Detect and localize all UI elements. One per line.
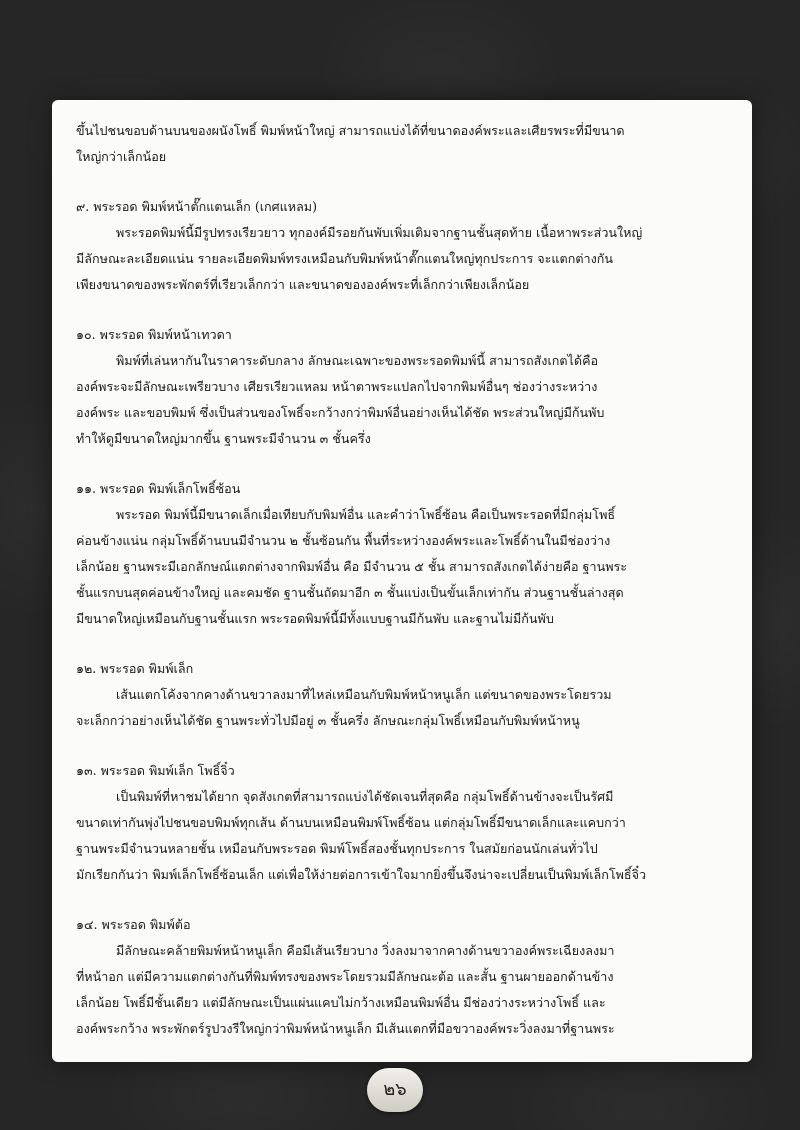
section-9-line: เพียงขนาดของพระพักตร์ที่เรียวเล็กกว่า และขนาดขององค์พระที่เล็กกว่าเพียงเล็กน้อย <box>76 277 530 292</box>
section-11-line: มีขนาดใหญ่เหมือนกับฐานชั้นแรก พระรอดพิมพ์นี้มีทั้งแบบฐานมีก้นพับ และฐานไม่มีก้นพับ <box>76 611 554 626</box>
section-14-line: ที่หน้าอก แต่มีความแตกต่างกันที่พิมพ์ทรงของพระโดยรวมมีลักษณะต้อ และสั้น ฐานผายออกด้านข้าง <box>76 969 614 984</box>
section-11-line: ชั้นแรกบนสุดค่อนข้างใหญ่ และคมชัด ฐานชั้นถัดมาอีก ๓ ชั้นแบ่งเป็นขั้นเล็กเท่ากัน ส่วนฐานชั้นล่างสุด <box>76 585 624 600</box>
section-11-line: ค่อนข้างแน่น กลุ่มโพธิ์ด้านบนมีจำนวน ๒ ชั้นซ้อนกัน พื้นที่ระหว่างองค์พระและโพธิ์ด้านในมีช่องว่าง <box>76 533 611 548</box>
section-13-heading: ๑๓. พระรอด พิมพ์เล็ก โพธิ์จิ๋ว <box>76 763 235 778</box>
section-13-line: มักเรียกกันว่า พิมพ์เล็กโพธิ์ซ้อนเล็ก แต่เพื่อให้ง่ายต่อการเข้าใจมากยิ่งขึ้นจึงน่าจะเปลี่ยนเป็นพิมพ์เล็กโพธิ์จิ๋ว <box>76 867 647 882</box>
section-14-line: มีลักษณะคล้ายพิมพ์หน้าหนูเล็ก คือมีเส้นเรียวบาง วิ่งลงมาจากคางด้านขวาองค์พระเฉียงลงมา <box>116 943 615 958</box>
section-11-line: เล็กน้อย ฐานพระมีเอกลักษณ์แตกต่างจากพิมพ์อื่น คือ มีจำนวน ๕ ชั้น สามารถสังเกตได้ง่ายคือ ฐานพระ <box>76 559 628 574</box>
section-9-heading: ๙. พระรอด พิมพ์หน้าตั๊กแตนเล็ก (เกศแหลม) <box>76 199 318 214</box>
intro-line-2: ใหญ่กว่าเล็กน้อย <box>76 149 167 164</box>
section-10-line: ทำให้ดูมีขนาดใหญ่มากขึ้น ฐานพระมีจำนวน ๓ ชั้นครึ่ง <box>76 431 371 446</box>
section-13-line: ขนาดเท่ากันพุ่งไปชนขอบพิมพ์ทุกเส้น ด้านบนเหมือนพิมพ์โพธิ์ซ้อน แต่กลุ่มโพธิ์มีขนาดเล็กและแคบกว่า <box>76 815 626 830</box>
section-11-heading: ๑๑. พระรอด พิมพ์เล็กโพธิ์ซ้อน <box>76 481 241 496</box>
section-10-line: องค์พระ และขอบพิมพ์ ซึ่งเป็นส่วนของโพธิ์จะกว้างกว่าพิมพ์อื่นอย่างเห็นได้ชัด พระส่วนใหญ่มีก้นพับ <box>76 405 605 420</box>
section-10-line: องค์พระจะมีลักษณะเพรียวบาง เศียรเรียวแหลม หน้าตาพระแปลกไปจากพิมพ์อื่นๆ ช่องว่างระหว่าง <box>76 379 598 394</box>
section-10-line: พิมพ์ที่เล่นหากันในราคาระดับกลาง ลักษณะเฉพาะของพระรอดพิมพ์นี้ สามารถสังเกตได้คือ <box>116 353 599 368</box>
section-10-heading: ๑๐. พระรอด พิมพ์หน้าเทวดา <box>76 327 232 342</box>
section-13-line: เป็นพิมพ์ที่หาชมได้ยาก จุดสังเกตที่สามารถแบ่งได้ชัดเจนที่สุดคือ กลุ่มโพธิ์ด้านข้างจะเป็นรัศมี <box>116 789 614 804</box>
section-14-heading: ๑๔. พระรอด พิมพ์ต้อ <box>76 917 191 932</box>
section-12-heading: ๑๒. พระรอด พิมพ์เล็ก <box>76 661 194 676</box>
section-14-line: องค์พระกว้าง พระพักตร์รูปวงรีใหญ่กว่าพิมพ์หน้าหนูเล็ก มีเส้นแตกที่มือขวาองค์พระวิ่งลงมาที่ฐานพระ <box>76 1021 615 1036</box>
section-11-line: พระรอด พิมพ์นี้มีขนาดเล็กเมื่อเทียบกับพิมพ์อื่น และคำว่าโพธิ์ซ้อน คือเป็นพระรอดที่มีกลุ่มโพธิ์ <box>116 507 616 522</box>
section-12-line: จะเล็กกว่าอย่างเห็นได้ชัด ฐานพระทั่วไปมีอยู่ ๓ ชั้นครึ่ง ลักษณะกลุ่มโพธิ์เหมือนกับพิมพ์หน้าหนู <box>76 713 580 728</box>
document-body <box>76 118 728 1042</box>
intro-line-1: ขึ้นไปชนขอบด้านบนของผนังโพธิ์ พิมพ์หน้าใหญ่ สามารถแบ่งได้ที่ขนาดองค์พระและเศียรพระที่มีขนาด <box>76 123 625 138</box>
section-14-line: เล็กน้อย โพธิ์มีชั้นเดียว แต่มีลักษณะเป็นแผ่นแคบไม่กว้างเหมือนพิมพ์อื่น มีช่องว่างระหว่างโพธิ์ และ <box>76 995 606 1010</box>
section-9-line: พระรอดพิมพ์นี้มีรูปทรงเรียวยาว ทุกองค์มีรอยกันพับเพิ่มเติมจากฐานชั้นสุดท้าย เนื้อหาพระส่วนใหญ่ <box>116 225 643 240</box>
section-13-line: ฐานพระมีจำนวนหลายชั้น เหมือนกับพระรอด พิมพ์โพธิ์สองชั้นทุกประการ ในสมัยก่อนนักเล่นทั่วไป <box>76 841 598 856</box>
section-12-line: เส้นแตกโค้งจากคางด้านขวาลงมาที่ไหล่เหมือนกับพิมพ์หน้าหนูเล็ก แต่ขนาดของพระโดยรวม <box>116 687 612 702</box>
section-9-line: มีลักษณะละเอียดแน่น รายละเอียดพิมพ์ทรงเหมือนกับพิมพ์หน้าตั๊กแตนใหญ่ทุกประการ จะแตกต่างกัน <box>76 251 613 266</box>
page-number-badge: ๒๖ <box>367 1068 423 1112</box>
